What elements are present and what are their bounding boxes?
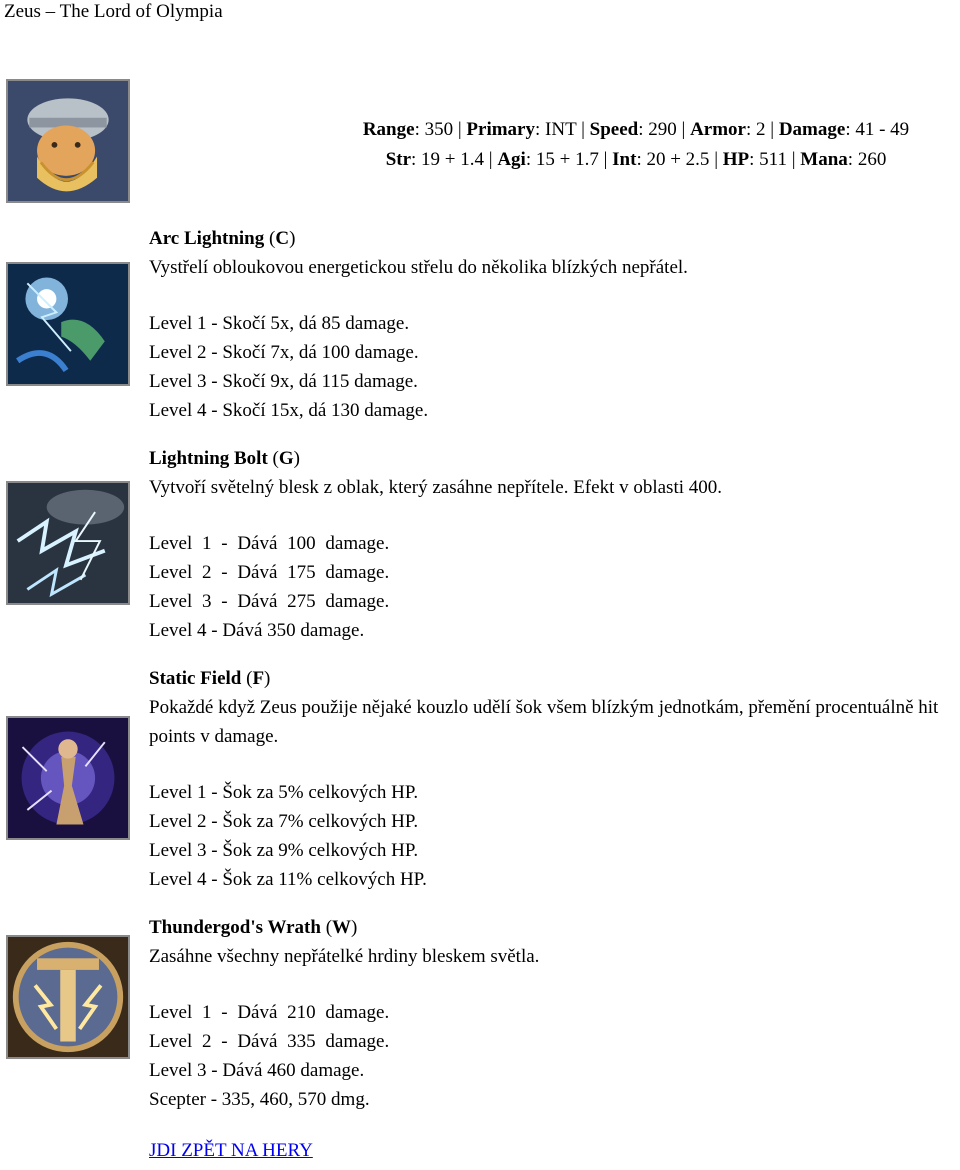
arc-lightning-icon bbox=[6, 262, 130, 386]
ability-level: Level 1 - Dává 100 damage. bbox=[149, 533, 390, 554]
ability-name: Static Field (F) bbox=[149, 668, 271, 689]
ability-name: Lightning Bolt (G) bbox=[149, 448, 300, 469]
stat-label: Range bbox=[362, 119, 415, 140]
zeus-portrait-icon bbox=[6, 79, 130, 203]
ability-level: Level 4 - Šok za 11% celkových HP. bbox=[149, 869, 427, 890]
ability-description: Zasáhne všechny nepřátelké hrdiny bleskem světla. bbox=[149, 946, 540, 967]
ability-level: Level 4 - Dává 350 damage. bbox=[149, 620, 365, 641]
stat-value: 290 bbox=[648, 119, 677, 140]
ability-level: Level 1 - Skočí 5x, dá 85 damage. bbox=[149, 313, 410, 334]
ability-static-field bbox=[149, 664, 939, 894]
ability-level: Level 1 - Šok za 5% celkových HP. bbox=[149, 782, 419, 803]
ability-name: Thundergod's Wrath (W) bbox=[149, 917, 358, 938]
hotkey: F bbox=[252, 668, 265, 689]
ability-level: Level 2 - Dává 175 damage. bbox=[149, 562, 390, 583]
back-to-games-link[interactable]: JDI ZPĚT NA HERY bbox=[149, 1140, 313, 1161]
page-title: Zeus – The Lord of Olympia bbox=[4, 1, 223, 22]
stat-value: 41 - 49 bbox=[855, 119, 910, 140]
ability-level: Scepter - 335, 460, 570 dmg. bbox=[149, 1089, 370, 1110]
hotkey: C bbox=[275, 228, 290, 249]
thundergods-wrath-icon bbox=[6, 935, 130, 1059]
ability-level: Level 3 - Dává 275 damage. bbox=[149, 591, 390, 612]
stat-label: Primary bbox=[466, 119, 535, 140]
stat-value: 350 bbox=[424, 119, 454, 140]
stat-label: Damage bbox=[778, 119, 846, 140]
ability-level: Level 3 - Dává 460 damage. bbox=[149, 1060, 365, 1081]
stat-value: 15 + 1.7 bbox=[535, 149, 599, 170]
ability-arc-lightning bbox=[149, 224, 939, 425]
ability-lightning-bolt bbox=[149, 444, 939, 645]
hotkey: G bbox=[278, 448, 294, 469]
stat-value: 511 bbox=[759, 149, 787, 170]
stat-label: Str bbox=[385, 149, 412, 170]
ability-level: Level 4 - Skočí 15x, dá 130 damage. bbox=[149, 400, 429, 421]
stat-label: Armor bbox=[690, 119, 746, 140]
stat-label: Agi bbox=[497, 149, 526, 170]
ability-description: Vystřelí obloukovou energetickou střelu do několika blízkých nepřátel. bbox=[149, 257, 688, 278]
ability-description: Vytvoří světelný blesk z oblak, který zasáhne nepřítele. Efekt v oblasti 400. bbox=[149, 477, 723, 498]
stat-value: 260 bbox=[857, 149, 887, 170]
lightning-bolt-icon bbox=[6, 481, 130, 605]
ability-thundergods-wrath bbox=[149, 913, 939, 1114]
ability-level: Level 1 - Dává 210 damage. bbox=[149, 1002, 390, 1023]
hero-stats bbox=[316, 115, 956, 175]
ability-level: Level 3 - Skočí 9x, dá 115 damage. bbox=[149, 371, 418, 392]
stat-label: HP bbox=[722, 149, 750, 170]
ability-level: Level 2 - Šok za 7% celkových HP. bbox=[149, 811, 419, 832]
ability-level: Level 2 - Skočí 7x, dá 100 damage. bbox=[149, 342, 419, 363]
ability-name: Arc Lightning (C) bbox=[149, 228, 296, 249]
static-field-icon bbox=[6, 716, 130, 840]
hotkey: W bbox=[332, 917, 352, 938]
ability-level: Level 2 - Dává 335 damage. bbox=[149, 1031, 390, 1052]
stat-value: 2 bbox=[756, 119, 766, 140]
stat-label: Mana bbox=[800, 149, 848, 170]
stat-value: INT bbox=[545, 119, 577, 140]
stat-label: Int bbox=[612, 149, 637, 170]
ability-description: Pokaždé když Zeus použije nějaké kouzlo udělí šok všem blízkým jednotkám, přemění procentuálně hit points v damage. bbox=[149, 697, 939, 747]
stat-label: Speed bbox=[589, 119, 639, 140]
stat-value: 19 + 1.4 bbox=[421, 149, 485, 170]
ability-level: Level 3 - Šok za 9% celkových HP. bbox=[149, 840, 419, 861]
stats-row-2: Str: 19 + 1.4 | Agi: 15 + 1.7 | Int: 20 + 2.5 | HP: 511 | Mana: 260 bbox=[385, 149, 887, 170]
stat-value: 20 + 2.5 bbox=[646, 149, 710, 170]
stats-row-1: Range: 350 | Primary: INT | Speed: 290 | Armor: 2 | Damage: 41 - 49 bbox=[362, 119, 910, 140]
